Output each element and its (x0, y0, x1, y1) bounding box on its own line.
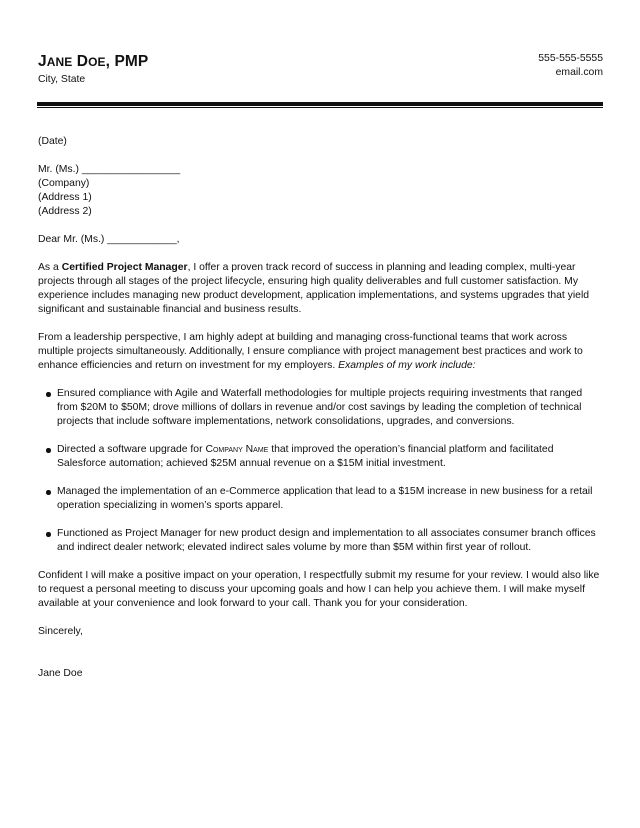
intro-title: Certified Project Manager (61, 262, 188, 273)
list-item (38, 527, 604, 555)
list-item-text: Functioned as Project Manager for new product design and implementation to all associates consumer branch offices and indirect dealer network; elevated indirect sales volume by more than $5M within first year of rollout. (57, 528, 596, 553)
list-item (38, 443, 604, 471)
perspective-text: From a leadership perspective, I am highly adept at building and managing cross-functional teams that work across multiple projects simultaneously. Additionally, I ensure compliance with project management best practices and work to enhance efficiencies and return on investment for my employers. (38, 332, 583, 371)
intro-rest: , I offer a proven track record of success in planning and leading complex, multi-year projects through all stages of the project lifecycle, ensuring high quality deliverables and full customer satisfaction. My experience includes managing new product development, application implementations, and systems upgrades that yield significant and sustainable financial and business results. (38, 262, 590, 315)
name-initial: J (38, 53, 47, 70)
phone-number: 555-555-5555 (538, 53, 603, 64)
bullet-icon (46, 490, 51, 495)
recipient-name: Mr. (Ms.) _________________ (38, 164, 181, 175)
recipient-address-1: (Address 1) (38, 192, 92, 203)
bullet-icon (46, 392, 51, 397)
perspective-paragraph (38, 331, 604, 373)
list-item (38, 485, 604, 513)
recipient-address-2: (Address 2) (38, 206, 92, 217)
list-item-text: Directed a software upgrade for (57, 444, 206, 455)
achievements-list (38, 387, 604, 555)
signoff: Sincerely, (38, 626, 83, 637)
letter-date: (Date) (38, 136, 67, 147)
company-name: Company Name (205, 444, 269, 455)
recipient-address (38, 163, 604, 219)
signature-name: Jane Doe (38, 668, 83, 679)
closing-paragraph: Confident I will make a positive impact on your operation, I respectfully submit my resume for your review. I would also like to request a personal meeting to discuss your upcoming goals and how I can help you achieve them. I will make myself available at your convenience and look forward to your call. Thank you for your consideration. (38, 570, 600, 609)
header-divider-thick (37, 102, 603, 106)
header-divider-thin (37, 107, 603, 108)
bullet-icon (46, 448, 51, 453)
list-item (38, 387, 604, 429)
bullet-icon (46, 532, 51, 537)
intro-lead: As a (38, 262, 62, 273)
applicant-name (38, 53, 148, 71)
letter-body (38, 135, 604, 695)
intro-paragraph (38, 261, 604, 317)
name-last-initial: D (76, 53, 89, 70)
applicant-location: City, State (38, 74, 86, 85)
name-suffix: , PMP (105, 53, 149, 70)
examples-lead: Examples of my work include: (338, 360, 476, 371)
contact-block (538, 52, 603, 80)
name-first-rest: ANE (46, 55, 73, 69)
recipient-company: (Company) (38, 178, 90, 189)
email-address: email.com (555, 67, 603, 78)
salutation: Dear Mr. (Ms.) ____________, (38, 234, 180, 245)
list-item-text: Managed the implementation of an e-Commerce application that lead to a $15M increase in new business for a retail operation specializing in women’s sports apparel. (57, 486, 593, 511)
list-item-text: that improved the operation’s financial platform and facilitated Salesforce automation; achieved $25M annual revenue on a $15M initial investment. (57, 444, 554, 469)
name-last-rest: OE (88, 55, 106, 69)
list-item-text: Ensured compliance with Agile and Waterfall methodologies for multiple projects requiring investments that ranged from $20M to $50M; drove millions of dollars in revenue and/or cost savings by leading the completion of technical projects that include software implementations, network consolidations, upgrades, and conversions. (57, 388, 583, 427)
